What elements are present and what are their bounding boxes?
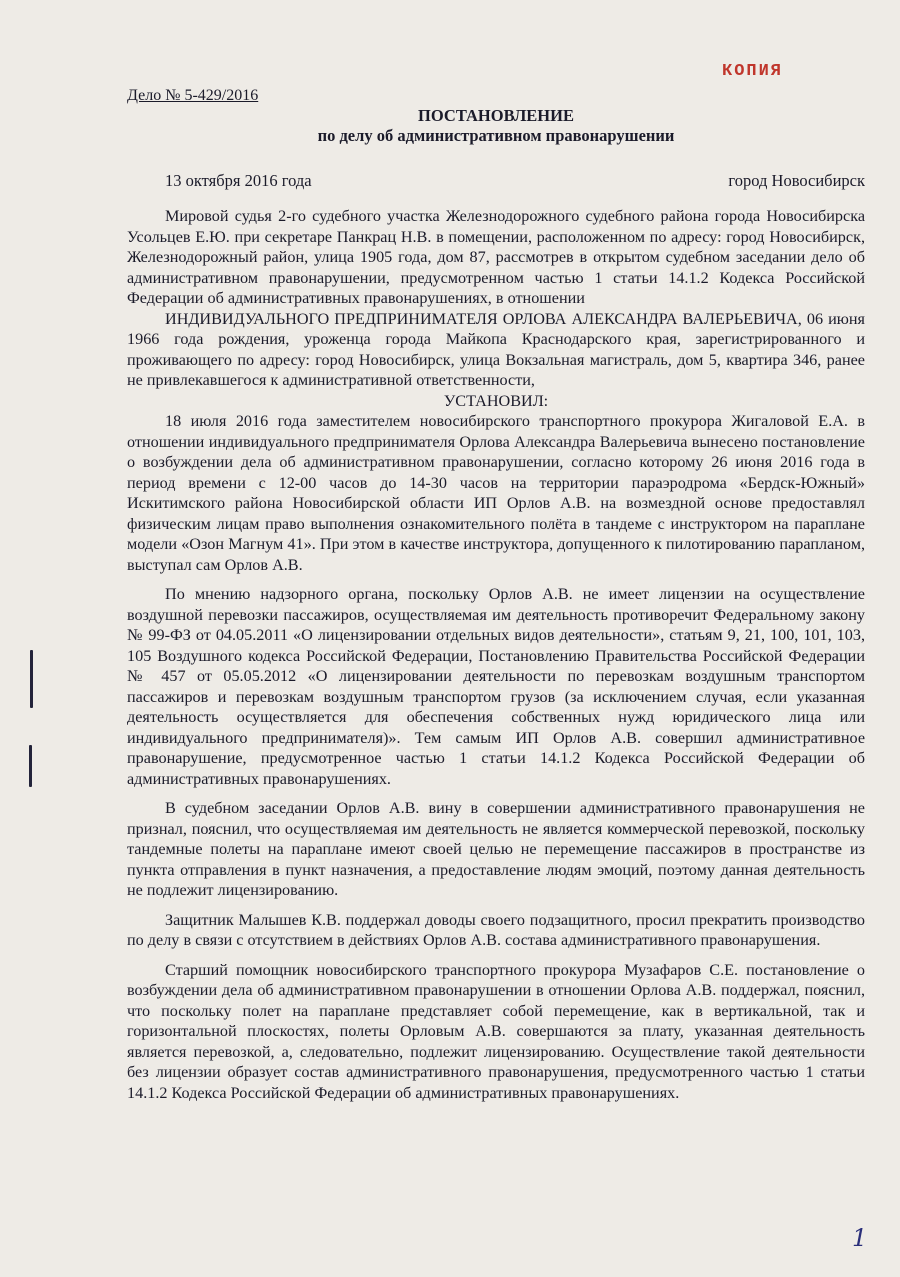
body-paragraph: Старший помощник новосибирского транспортного прокурора Музафаров С.Е. постановление о возбуждении дела об административном правонарушении в отношении Орлова А.В. поддержал, пояснил, что поскольку полет на параплане представляет собой перемещение, как в вертикальной, так и горизонтальной плоскостях, полеты Орловым А.В. совершаются за плату, указанная деятельность является перевозкой, а, следовательно, подлежит лицензированию. Осуществление такой деятельности без лицензии образует состав административного правонарушения, предусмотренного частью 1 статьи 14.1.2 Кодекса Российской Федерации об административных правонарушениях.	[127, 960, 865, 1102]
intro-paragraph: Мировой судья 2-го судебного участка Железнодорожного судебного района города Новосибирска Усольцев Е.Ю. при секретаре Панкрац Н.В. в помещении, расположенном по адресу: город Новосибирск, Железнодорожный район, улица 1905 года, дом 87, рассмотрев в открытом судебном заседании дело об административном правонарушении, предусмотренном частью 1 статьи 14.1.2 Кодекса Российской Федерации об административных правонарушениях, в отношении	[127, 207, 865, 307]
margin-mark	[30, 650, 33, 708]
established-heading: УСТАНОВИЛ:	[443, 391, 549, 410]
copy-stamp: КОПИЯ	[722, 62, 784, 81]
date-line	[165, 171, 865, 191]
document-date: 13 октября 2016 года	[165, 171, 312, 190]
document-city: город Новосибирск	[728, 171, 865, 190]
document-title: ПОСТАНОВЛЕНИЕ	[418, 106, 574, 125]
document-title-block	[127, 106, 865, 146]
body-paragraph: 18 июля 2016 года заместителем новосибирского транспортного прокурора Жигаловой Е.А. в отношении индивидуального предпринимателя Орлова Александра Валерьевича вынесено постановление о возбуждении дела об административном правонарушении, согласно которому 26 июня 2016 года в период времени с 12-00 часов до 14-30 часов на территории параэродрома «Бердск-Южный» Искитимского района Новосибирской области ИП Орлов А.В. на возмездной основе предоставлял физическим лицам право выполнения ознакомительного полёта в тандеме с инструктором на параплане модели «Озон Магнум 41». При этом в качестве инструктора, допущенного к пилотированию парапланом, выступал сам Орлов А.В.	[127, 412, 865, 574]
body-paragraph: По мнению надзорного органа, поскольку Орлов А.В. не имеет лицензии на осуществление воздушной перевозки пассажиров, осуществляемая им деятельность противоречит Федеральному закону № 99-ФЗ от 04.05.2011 «О лицензировании отдельных видов деятельности», статьям 9, 21, 100, 101, 103, 105 Воздушного кодекса Российской Федерации, Постановлению Правительства Российской Федерации № 457 от 05.05.2012 «О лицензировании деятельности по перевозкам воздушным транспортом пассажиров и перевозкам воздушным транспортом грузов (за исключением случая, если указанная деятельность осуществляется для обеспечения собственных нужд юридического лица или индивидуального предпринимателя)». Тем самым ИП Орлов А.В. совершил административное правонарушение, предусмотренное частью 1 статьи 14.1.2 Кодекса Российской Федерации об административных правонарушениях.	[127, 585, 865, 788]
body-paragraph: В судебном заседании Орлов А.В. вину в совершении административного правонарушения не признал, пояснил, что осуществляемая им деятельность не является коммерческой перевозкой, поскольку тандемные полеты на параплане имеют своей целью не перемещение пассажиров в пространстве из пункта отправления в пункт назначения, а предоставление людям эмоций, поэтому данная деятельность не подлежит лицензированию.	[127, 799, 865, 899]
document-body	[127, 206, 865, 1103]
margin-mark	[29, 745, 32, 787]
page-number: 1	[852, 1224, 868, 1252]
case-number: Дело № 5-429/2016	[127, 87, 259, 104]
document-subtitle: по делу об административном правонарушении	[317, 126, 675, 145]
defendant-paragraph: ИНДИВИДУАЛЬНОГО ПРЕДПРИНИМАТЕЛЯ ОРЛОВА АЛЕКСАНДРА ВАЛЕРЬЕВИЧА, 06 июня 1966 года рождения, уроженца города Майкопа Краснодарского края, зарегистрированного и проживающего по адресу: город Новосибирск, улица Вокзальная магистраль, дом 5, квартира 346, ранее не привлекавшегося к административной ответственности,	[127, 309, 865, 389]
body-paragraph: Защитник Малышев К.В. поддержал доводы своего подзащитного, просил прекратить производство по делу в связи с отсутствием в действиях Орлов А.В. состава административного правонарушения.	[127, 910, 865, 949]
